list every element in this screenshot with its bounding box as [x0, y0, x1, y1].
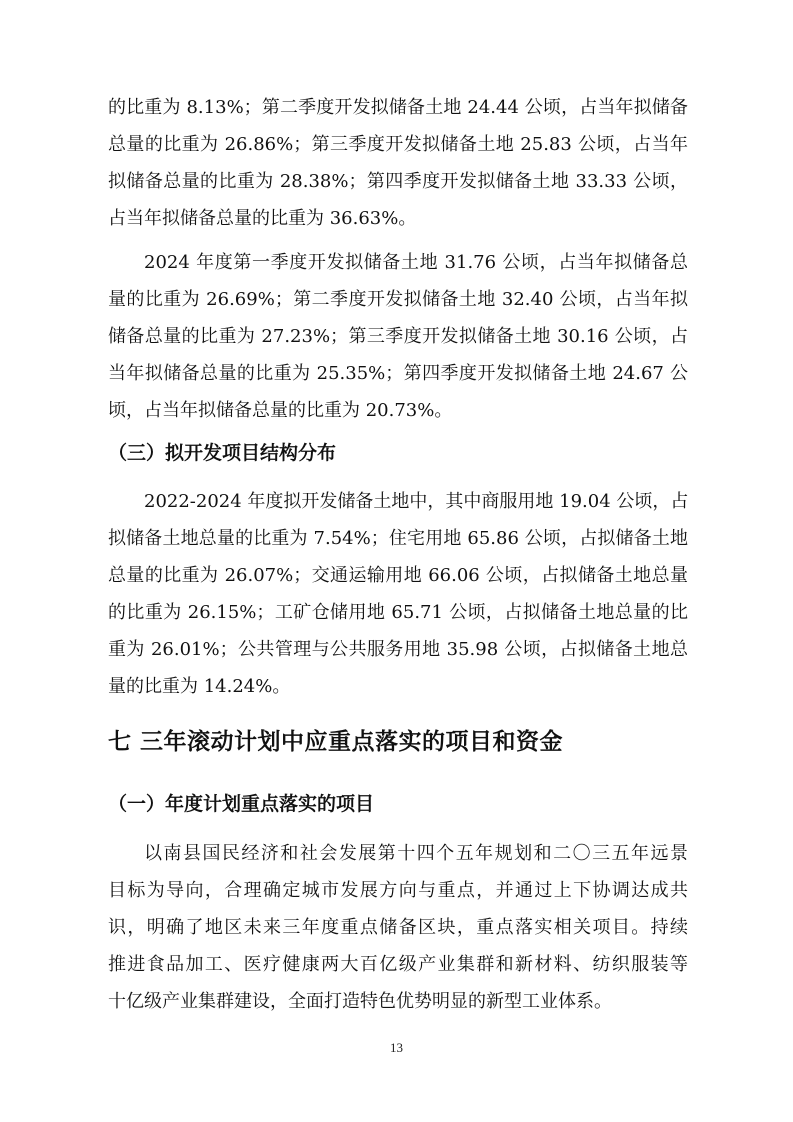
paragraph-2-line-3: 储备总量的比重为 27.23%；第三季度开发拟储备土地 30.16 公顷，占: [108, 326, 688, 347]
paragraph-4-line-1: 以南县国民经济和社会发展第十四个五年规划和二〇三五年远景: [144, 843, 688, 864]
paragraph-3-line-2: 拟储备土地总量的比重为 7.54%；住宅用地 65.86 公顷，占拟储备土地: [108, 528, 688, 549]
section-7-title: 七 三年滚动计划中应重点落实的项目和资金: [108, 729, 564, 755]
paragraph-3-line-4: 的比重为 26.15%；工矿仓储用地 65.71 公顷，占拟储备土地总量的比: [108, 602, 688, 623]
paragraph-3-line-5: 重为 26.01%；公共管理与公共服务用地 35.98 公顷，占拟储备土地总: [108, 639, 688, 660]
paragraph-1-line-4: 占当年拟储备总量的比重为 36.63%。: [108, 208, 417, 229]
paragraph-3-line-3: 总量的比重为 26.07%；交通运输用地 66.06 公顷，占拟储备土地总量: [108, 565, 688, 586]
paragraph-4-line-4: 推进食品加工、医疗健康两大百亿级产业集群和新材料、纺织服装等: [108, 954, 688, 975]
paragraph-4-line-2: 目标为导向，合理确定城市发展方向与重点，并通过上下协调达成共: [108, 880, 688, 901]
paragraph-1-line-1: 的比重为 8.13%；第二季度开发拟储备土地 24.44 公顷，占当年拟储备: [108, 97, 688, 118]
paragraph-4-line-3: 识，明确了地区未来三年度重点储备区块，重点落实相关项目。持续: [108, 917, 688, 938]
paragraph-1-line-2: 总量的比重为 26.86%；第三季度开发拟储备土地 25.83 公顷，占当年: [108, 134, 688, 155]
paragraph-1-line-3: 拟储备总量的比重为 28.38%；第四季度开发拟储备土地 33.33 公顷，: [108, 171, 688, 192]
paragraph-4-line-5: 十亿级产业集群建设，全面打造特色优势明显的新型工业体系。: [108, 991, 612, 1012]
subsection-heading-1: （一）年度计划重点落实的项目: [108, 793, 375, 815]
paragraph-2-line-5: 顷，占当年拟储备总量的比重为 20.73%。: [108, 400, 453, 421]
page-number: 13: [390, 1040, 403, 1055]
paragraph-2-line-4: 当年拟储备总量的比重为 25.35%；第四季度开发拟储备土地 24.67 公: [108, 363, 688, 384]
paragraph-3-line-6: 量的比重为 14.24%。: [108, 676, 291, 697]
paragraph-3-line-1: 2022-2024 年度拟开发储备土地中，其中商服用地 19.04 公顷，占: [144, 491, 689, 512]
paragraph-2-line-1: 2024 年度第一季度开发拟储备土地 31.76 公顷，占当年拟储备总: [144, 252, 688, 273]
subsection-heading-3: （三）拟开发项目结构分布: [108, 442, 337, 464]
paragraph-2-line-2: 量的比重为 26.69%；第二季度开发拟储备土地 32.40 公顷，占当年拟: [108, 289, 688, 310]
